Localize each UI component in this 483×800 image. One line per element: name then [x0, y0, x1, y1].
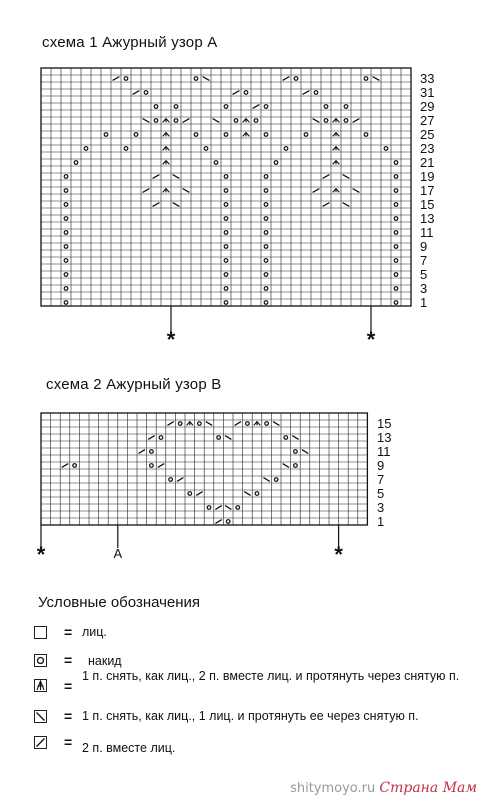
row-number: 9 [420, 239, 428, 254]
k2tog-icon [158, 464, 164, 468]
svg-text:A: A [113, 546, 123, 561]
yarn-over-icon [178, 422, 182, 426]
row-number: 7 [377, 472, 385, 487]
yarn-over-icon [150, 450, 154, 454]
ssk-decrease-icon [263, 478, 269, 482]
row-number: 29 [420, 99, 435, 114]
k2tog-icon [235, 422, 241, 426]
k2tog-icon [148, 436, 154, 440]
row-number: 11 [377, 444, 391, 459]
row-number: 3 [377, 500, 385, 515]
chart-2-title: схема 2 Ажурный узор B [46, 376, 222, 393]
k2tog-icon [34, 736, 47, 749]
yarn-over-icon [255, 492, 259, 496]
k2tog-icon [167, 422, 173, 426]
grid-lines [41, 413, 367, 525]
chart-1-title: схема 1 Ажурный узор A [42, 34, 218, 51]
row-number: 11 [420, 225, 434, 240]
row-number: 23 [420, 141, 435, 156]
legend-text-k2tog: 2 п. вместе лиц. [82, 741, 176, 755]
yarn-over-icon [207, 506, 211, 510]
row-number: 13 [420, 211, 435, 226]
legend-text-central-double-decrease: 1 п. снять, как лиц., 2 п. вместе лиц. и протянуть через снятую п. [82, 669, 460, 683]
k2tog-icon [215, 506, 221, 510]
row-number: 33 [420, 71, 435, 86]
row-number: 7 [420, 253, 428, 268]
svg-text:*: * [166, 327, 176, 352]
row-number: 1 [377, 514, 385, 529]
yarn-over-icon [274, 478, 278, 482]
legend-equals: = [64, 734, 73, 750]
row-number: 25 [420, 127, 435, 142]
row-number: 27 [420, 113, 435, 128]
repeat-marker [334, 525, 343, 567]
ssk-decrease-icon [292, 436, 298, 440]
row-number: 15 [377, 416, 392, 431]
row-number: 21 [420, 155, 435, 170]
legend-equals: = [64, 652, 73, 668]
watermark-site: shitymoyo.ru [290, 781, 376, 796]
yarn-over-icon [226, 520, 230, 524]
row-number: 31 [420, 85, 435, 100]
legend-text-knit: лиц. [82, 625, 107, 639]
legend-equals: = [64, 708, 73, 724]
svg-text:*: * [334, 542, 343, 567]
yarn-over-icon [159, 436, 163, 440]
central-double-decrease-icon [34, 679, 47, 692]
section-marker [113, 525, 122, 561]
k2tog-icon [196, 492, 202, 496]
watermark-brand: Страна Мам [379, 780, 477, 796]
row-number: 9 [377, 458, 385, 473]
yarn-over-icon [34, 654, 47, 667]
row-number: 17 [420, 183, 435, 198]
row-number: 3 [420, 281, 428, 296]
yarn-over-icon [294, 464, 298, 468]
legend-equals: = [64, 624, 73, 640]
yarn-over-icon [150, 464, 154, 468]
svg-text:*: * [366, 327, 376, 352]
yarn-over-icon [294, 450, 298, 454]
k2tog-icon [177, 478, 183, 482]
watermark [290, 780, 477, 796]
ssk-decrease-icon [273, 422, 279, 426]
yarn-over-icon [198, 422, 202, 426]
ssk-decrease-icon [283, 464, 289, 468]
row-number: 15 [420, 197, 435, 212]
k2tog-icon [62, 464, 68, 468]
row-number: 5 [420, 267, 428, 282]
legend-text-yarn-over: накид [88, 654, 122, 668]
legend-title: Условные обозначения [38, 594, 201, 611]
legend-equals: = [64, 678, 73, 694]
ssk-decrease-icon [244, 492, 250, 496]
central-double-decrease-icon [254, 422, 260, 426]
yarn-over-icon [217, 436, 221, 440]
ssk-decrease-icon [34, 710, 47, 723]
yarn-over-icon [73, 464, 77, 468]
central-double-decrease-icon [187, 422, 193, 426]
knit-square-icon [34, 626, 47, 639]
row-number: 13 [377, 430, 392, 445]
k2tog-icon [139, 450, 145, 454]
svg-text:*: * [36, 542, 46, 567]
row-number: 19 [420, 169, 435, 184]
row-number: 1 [420, 295, 428, 310]
row-number: 5 [377, 486, 385, 501]
k2tog-icon [215, 520, 221, 524]
ssk-decrease-icon [206, 422, 212, 426]
yarn-over-icon [236, 506, 240, 510]
yarn-over-icon [188, 492, 192, 496]
yarn-over-icon [246, 422, 250, 426]
ssk-decrease-icon [302, 450, 308, 454]
legend-text-ssk: 1 п. снять, как лиц., 1 лиц. и протянуть ее через снятую п. [82, 709, 419, 723]
yarn-over-icon [265, 422, 269, 426]
ssk-decrease-icon [225, 436, 231, 440]
repeat-marker [37, 525, 46, 567]
yarn-over-icon [284, 436, 288, 440]
ssk-decrease-icon [225, 506, 231, 510]
yarn-over-icon [169, 478, 173, 482]
